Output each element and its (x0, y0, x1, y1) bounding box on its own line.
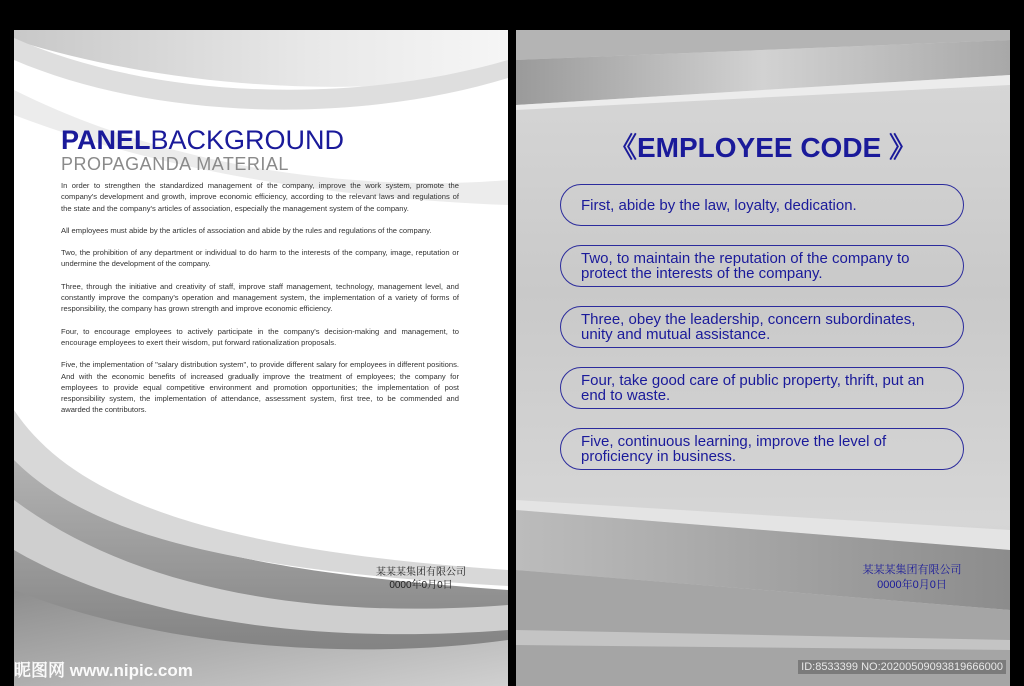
code-item-2: Two, to maintain the reputation of the company to protect the interests of the company. (560, 245, 964, 287)
code-item-5: Five, continuous learning, improve the level of proficiency in business. (560, 428, 964, 470)
right-footer (842, 563, 982, 593)
code-item-1: First, abide by the law, loyalty, dedication. (560, 184, 964, 226)
paragraph: All employees must abide by the articles of association and abide by the rules and regulations of the company. (61, 225, 432, 235)
title-bold-part: PANEL (61, 125, 151, 155)
date: 0000年0月0日 (877, 579, 947, 591)
paragraph: Two, the prohibition of any department or individual to do harm to the interests of the company, image, reputation or undermine the development of the company. (61, 248, 459, 269)
left-footer (366, 566, 476, 592)
date: 0000年0月0日 (389, 580, 453, 591)
page-subtitle: PROPAGANDA MATERIAL (61, 154, 289, 174)
body-text (61, 180, 459, 427)
paragraph: Five, the implementation of "salary distribution system", to provide different salary for employees in different positions. And with the economic benefits of increased gradually improve the treatment of employees; the company for employees to provide equal competitive environment and promotion opportunities; the implementation of post responsibility system, the implementation of attendance, assessment system, first tree, to be commended and awarded the contributors. (61, 360, 459, 415)
code-item-3: Three, obey the leadership, concern subordinates, unity and mutual assistance. (560, 306, 964, 348)
watermark-left: 昵图网 www.nipic.com (14, 661, 193, 680)
left-title-block (61, 126, 344, 174)
company-name: 某某某集团有限公司 (862, 564, 962, 576)
right-page (516, 30, 1010, 686)
code-item-4: Four, take good care of public property, thrift, put an end to waste. (560, 367, 964, 409)
code-title: 《EMPLOYEE CODE 》 (608, 132, 918, 163)
paragraph: Four, to encourage employees to actively participate in the company's decision-making and management, to encourage employees to exert their wisdom, put forward rationalization proposals. (61, 326, 459, 347)
paragraph: In order to strengthen the standardized management of the company, improve the work system, promote the company's development and growth, improve economic efficiency, according to the relevant laws and regulations of the state and the company's articles of association, especially the management system of the company. (61, 181, 459, 213)
paragraph: Three, through the initiative and creativity of staff, improve staff management, technology, management level, and constantly improve the company's operation and management system, the implementation of a variety of forms of responsibility, the company has grown strength and improve economic efficiency. (61, 281, 459, 314)
watermark-right: ID:8533399 NO:20200509093819666000 (798, 660, 1006, 674)
title-light-part: BACKGROUND (150, 125, 345, 155)
page-title (61, 126, 344, 154)
company-name: 某某某集团有限公司 (376, 567, 466, 578)
left-page (14, 30, 508, 686)
